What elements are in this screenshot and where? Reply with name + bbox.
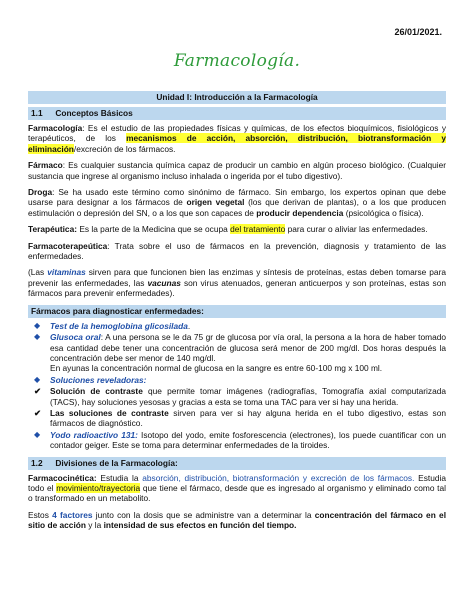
emphasis-text: vitaminas — [47, 267, 86, 278]
paragraph-text: sirven para que funcionen bien las enzimas y síntesis de proteínas, estas deben tomarse para prevenir las enfermedades, las — [28, 267, 446, 288]
highlighted-text: movimiento/trayectoria — [56, 482, 141, 493]
list-item — [28, 321, 446, 331]
paragraph-text: /excreción de los fármacos. — [73, 143, 176, 154]
bold-text: concentración del fármaco en el sitio de acción — [28, 509, 447, 531]
paragraph-text: para curar o aliviar las enfermedades. — [285, 224, 428, 235]
diamond-bullet-icon: ◆ — [34, 320, 41, 330]
paragraph-text: . — [187, 320, 191, 331]
check-bullet-icon: ✔ — [34, 386, 41, 397]
emphasis-text: vacunas — [147, 277, 181, 288]
list-item — [28, 430, 446, 451]
paragraph-text: : A una persona se le da 75 gr de glucosa por vía oral, la persona a la hora de haber tomado esa cantidad debe tener una concentración de glucosa será menor de 200 mg/dl. Dos horas después la concentración debe ser menor de 140 mg/dl. — [50, 332, 446, 363]
section-number: 1.1 — [31, 108, 43, 118]
paragraph-text: (los que derivan de plantas), o a los que producen estimulación o depresión del SN, o a los que son capaces de — [28, 197, 447, 218]
paragraph-vitaminas-vacunas — [28, 267, 446, 298]
diamond-bullet-icon: ◆ — [34, 374, 41, 384]
accent-text: 4 factores — [52, 509, 93, 520]
list-item — [28, 375, 446, 385]
paragraph-text: son virus atenuados, generan anticuerpos y son proteínas, estas son fármacos para prevenir enfermedades). — [28, 277, 446, 299]
paragraph-text: (psicológica o física). — [343, 207, 424, 218]
term-label: Farmacoterapeútica — [28, 240, 108, 251]
diagnostic-heading-bar: Fármacos para diagnosticar enfermedades: — [28, 305, 446, 318]
term-label: Farmacocinética: — [28, 472, 97, 483]
paragraph-terapeutica — [28, 224, 446, 234]
term-label: Fármaco — [28, 160, 63, 171]
highlighted-text: mecanismos de acción, absorción, distribución, biotransformación y eliminación — [28, 133, 446, 154]
paragraph-text: : Se ha usado este término como sinónimo de fármaco. Sin embargo, los expertos opinan que debe usarse para designar a los fármacos de — [28, 187, 446, 208]
paragraph-text: sirven para ver si hay alguna herida en el tubo digestivo, estas son fármacos de diagnóstico. — [50, 407, 447, 429]
paragraph-farmacocinetica — [28, 473, 446, 504]
item-title: Test de la hemoglobina glicosilada — [50, 320, 188, 331]
item-title: Yodo radioactivo 131: — [50, 429, 138, 440]
paragraph-farmaco — [28, 160, 446, 181]
bold-text: Las soluciones de contraste — [50, 407, 169, 418]
paragraph-farmacoterapeutica — [28, 241, 446, 262]
paragraph-factores — [28, 510, 446, 531]
section-title: Divisiones de la Farmacología: — [55, 457, 178, 468]
section-title: Conceptos Básicos — [55, 108, 133, 118]
bold-text: intensidad de sus efectos en función del tiempo. — [103, 520, 297, 531]
paragraph-text: y la — [85, 520, 104, 531]
paragraph-text: Isotopo del yodo, emite fosforescencia (electrones), los puede cuantificar con un contador geiger. Este se toma para determinar enfermedades de la tiroides. — [50, 429, 446, 451]
section-heading-1-2 — [28, 457, 446, 470]
section-heading-1-1 — [28, 107, 446, 120]
highlighted-text: del tratamiento — [230, 224, 286, 235]
paragraph-text: Es la parte de la Medicina que se ocupa — [77, 224, 231, 235]
diagnostic-list — [28, 321, 446, 451]
paragraph-droga — [28, 187, 446, 218]
paragraph-text: Estos — [28, 509, 53, 520]
document-date: 26/01/2021. — [394, 27, 442, 37]
term-label: Droga — [28, 187, 53, 198]
paragraph-text: : Es cualquier sustancia química capaz de producir un cambio en algún proceso biológico. (Cualquier sustancia que ingrese al organismo incluso inhalada o ingerida por el tubo digestivo). — [28, 160, 446, 181]
accent-text: absorción, distribución, biotransformación y excreción de los fármacos. — [142, 472, 415, 483]
paragraph-text: En ayunas la concentración normal de glucosa en la sangre es entre 60-100 mg x 100 ml. — [50, 363, 383, 374]
list-item — [28, 332, 446, 374]
paragraph-farmacologia — [28, 123, 446, 154]
bold-text: origen vegetal — [186, 197, 245, 208]
list-item — [28, 386, 446, 407]
paragraph-text: Estudia la — [96, 472, 143, 483]
paragraph-text: que tiene el fármaco, desde que es ingresado al organismo y eliminado como tal o transformado en un metabolito. — [28, 482, 446, 504]
paragraph-text: (Las — [28, 267, 48, 278]
paragraph-text: junto con la dosis que se administre van a determinar la — [92, 509, 315, 520]
section-number: 1.2 — [31, 457, 43, 468]
unit-heading-bar: Unidad I: Introducción a la Farmacología — [28, 91, 446, 104]
list-item — [28, 408, 446, 429]
bold-text: Solución de contraste — [50, 386, 143, 397]
diamond-bullet-icon: ◆ — [34, 429, 41, 439]
item-title: Glusoca oral — [50, 332, 101, 343]
document-body — [28, 91, 446, 537]
paragraph-text: Estudia todo el — [28, 472, 446, 493]
diamond-bullet-icon: ◆ — [34, 332, 41, 342]
item-title: Soluciones reveladoras: — [50, 374, 147, 385]
paragraph-text: que permite tomar imágenes (radiografías, Tomografía axial computarizada (TACS), hay soluciones yesosas y gracias a esta se toma una TAC para ver si hay una herida. — [50, 386, 446, 407]
paragraph-text: : Es el estudio de las propiedades físicas y químicas, de los efectos bioquímicos, fisiológicos y terapéuticos, de los — [28, 123, 446, 144]
term-label: Farmacología — [28, 123, 83, 133]
document-title: Farmacología. — [173, 51, 301, 71]
check-bullet-icon: ✔ — [34, 407, 41, 418]
bold-text: producir dependencia — [256, 207, 344, 218]
paragraph-text: : Trata sobre el uso de fármacos en la prevención, diagnosis y tratamiento de las enfermedades. — [28, 240, 446, 262]
term-label: Terapéutica: — [28, 224, 77, 235]
